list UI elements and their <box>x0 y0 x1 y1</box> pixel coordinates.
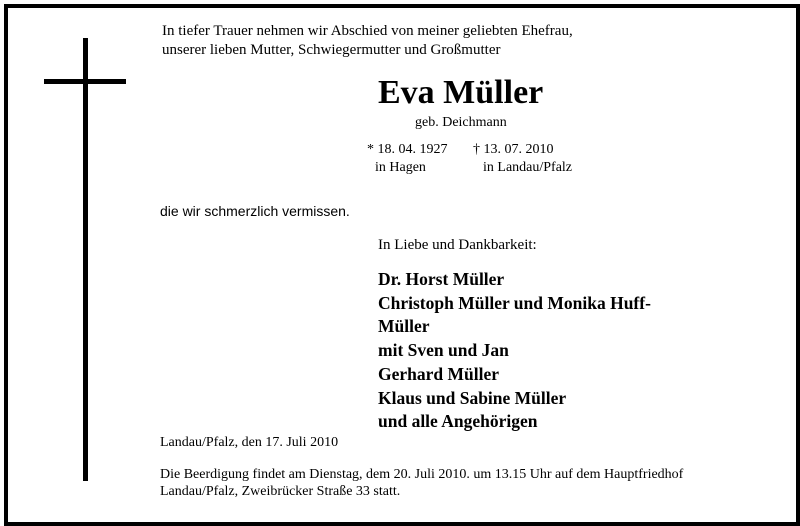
funeral-info <box>160 467 683 500</box>
gratitude-text: In Liebe und Dankbarkeit: <box>378 237 537 253</box>
death-place: in Landau/Pfalz <box>483 160 573 175</box>
deceased-name: Eva Müller <box>378 74 544 111</box>
death-date: † 13. 07. 2010 <box>473 142 554 157</box>
mourner-line: Klaus und Sabine Müller <box>378 387 567 408</box>
mourner-line: Müller <box>378 316 430 337</box>
mourner-line: Christoph Müller und Monika Huff- <box>378 292 651 313</box>
cross-horizontal-bar <box>44 79 126 84</box>
intro-line-1: In tiefer Trauer nehmen wir Abschied von meiner geliebten Ehefrau, <box>162 23 573 39</box>
mourner-line: und alle Angehörigen <box>378 411 538 432</box>
mourner-line: Dr. Horst Müller <box>378 269 505 289</box>
funeral-line-2: Landau/Pfalz, Zweibrücker Straße 33 statt. <box>160 483 401 499</box>
birth-name: geb. Deichmann <box>415 115 507 130</box>
mourner-line: mit Sven und Jan <box>378 340 509 361</box>
intro-text <box>162 22 573 60</box>
cross-vertical-bar <box>83 38 88 481</box>
mourners-list <box>378 268 651 434</box>
funeral-line-1: Die Beerdigung findet am Dienstag, dem 20. Juli 2010. um 13.15 Uhr auf dem Hauptfriedhof <box>160 467 684 482</box>
dateline: Landau/Pfalz, den 17. Juli 2010 <box>160 435 339 450</box>
birth-place: in Hagen <box>375 160 426 175</box>
missed-text: die wir schmerzlich vermissen. <box>160 203 350 219</box>
birth-date: * 18. 04. 1927 <box>367 142 448 157</box>
intro-line-2: unserer lieben Mutter, Schwiegermutter und Großmutter <box>162 42 501 58</box>
mourner-line: Gerhard Müller <box>378 363 500 384</box>
